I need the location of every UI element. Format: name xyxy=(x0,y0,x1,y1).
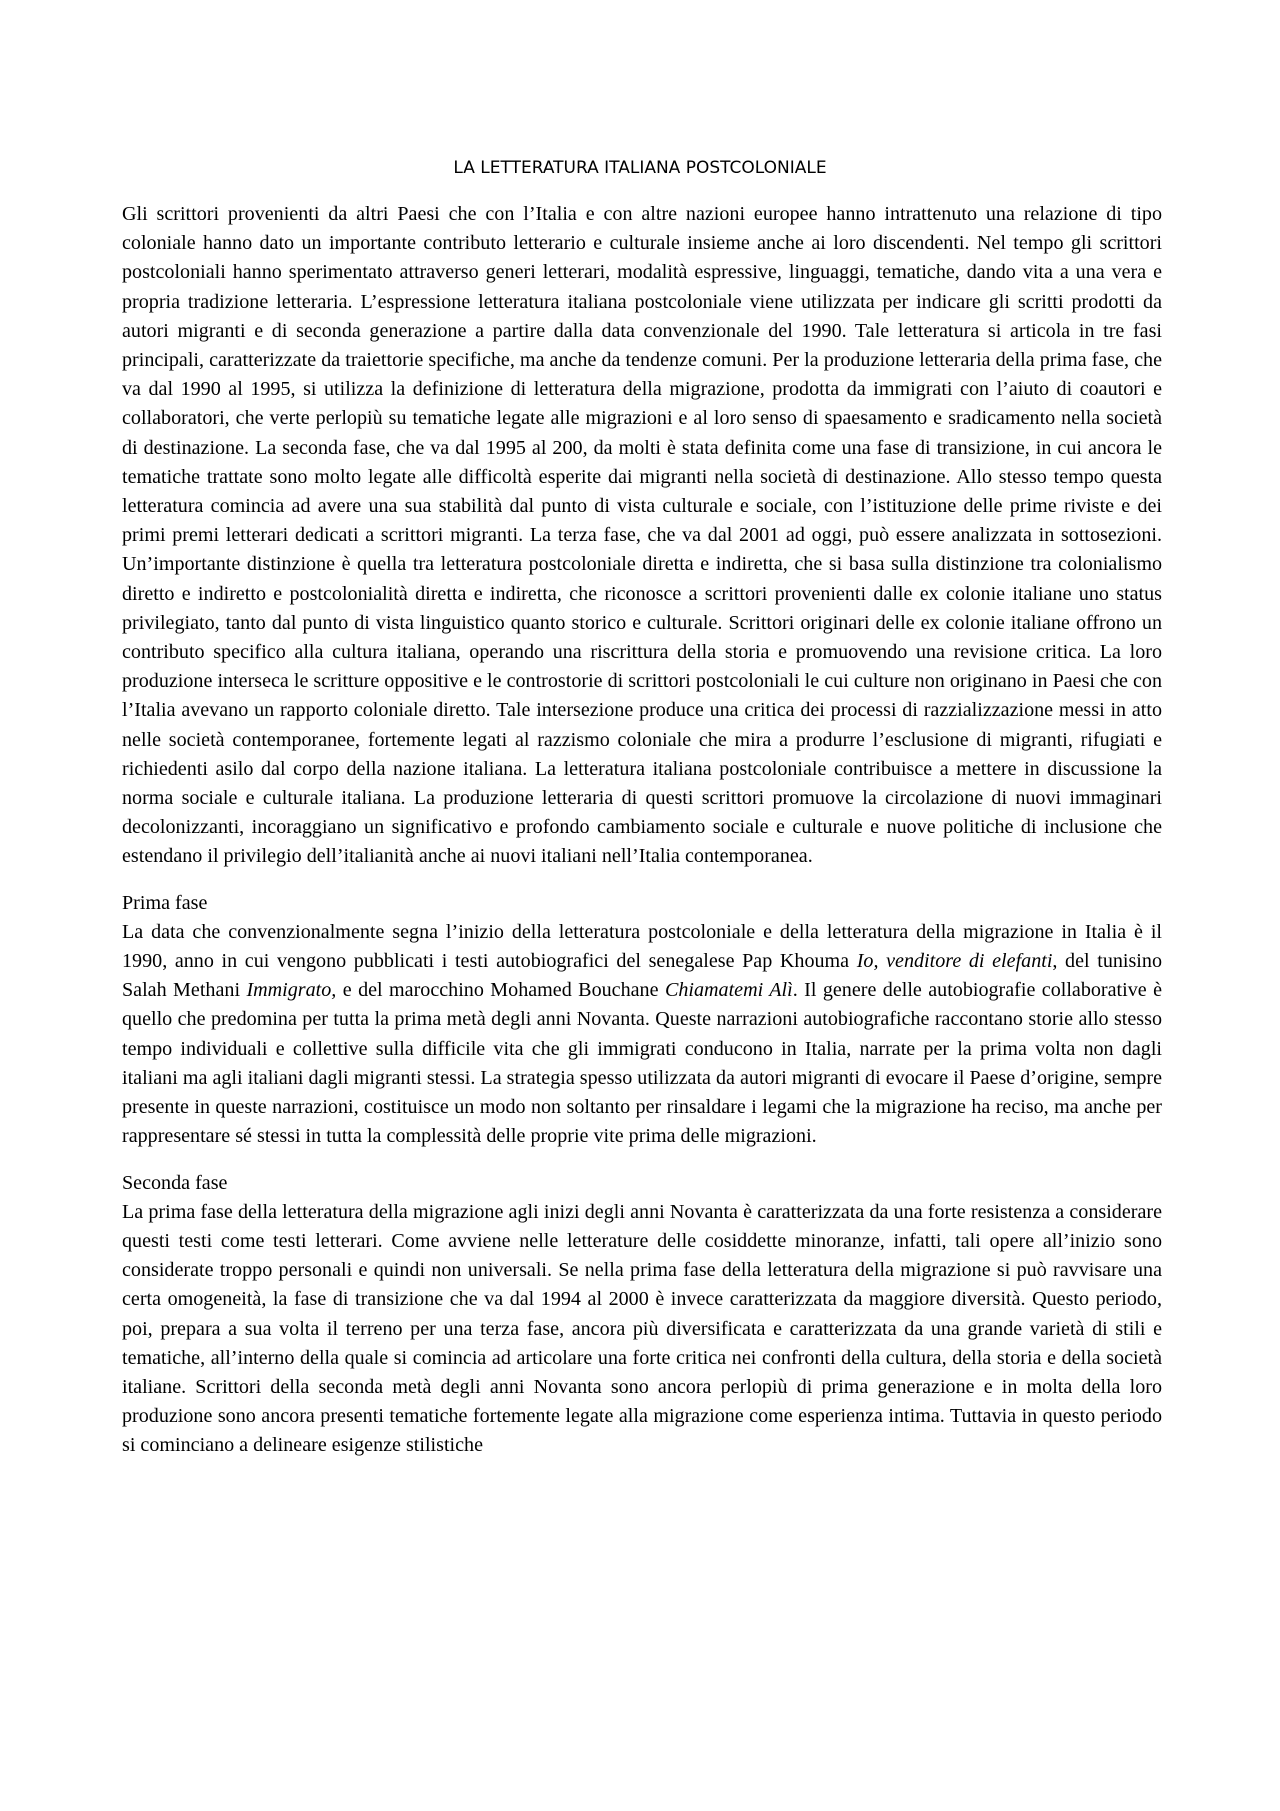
prima-fase-text-c: e del marocchino Mohamed Bouchane xyxy=(336,979,665,1002)
seconda-fase-text: La prima fase della letteratura della migrazione agli inizi degli anni Novanta è caratterizzata da una forte resistenza a considerare questi testi come testi letterari. Come avviene nelle letterature delle cosiddette minoranze, infatti, tali opere all’inizio sono considerate troppo personali e quindi non universali. Se nella prima fase della letteratura della migrazione si può ravvisare una certa omogeneità, la fase di transizione che va dal 1994 al 2000 è invece caratterizzata da maggiore diversità. Questo periodo, poi, prepara a sua volta il terreno per una terza fase, ancora più diversificata e caratterizzata da una grande varietà di stili e tematiche, all’interno della quale si comincia ad articolare una forte critica nei confronti della cultura, della storia e della società italiane. Scrittori della seconda metà degli anni Novanta sono ancora perlopiù di prima generazione e in molta della loro produzione sono ancora presenti tematiche fortemente legate alla migrazione come esperienza intima. Tuttavia in questo periodo si cominciano a delineare esigenze stilistiche xyxy=(122,1200,1162,1457)
prima-fase-text-a: La data che convenzionalmente segna l’inizio della letteratura postcoloniale e della letteratura della migrazione in Italia è il 1990, anno in cui vengono pubblicati i testi autobiografici del senegalese Pap Khouma xyxy=(122,920,1162,973)
prima-fase-text-b: , del tunisino Salah Methani xyxy=(122,950,1162,1002)
book-title-chiamatemi-ali: Chiamatemi Alì xyxy=(664,979,793,1002)
section-seconda-fase xyxy=(122,1169,1162,1461)
intro-paragraph: Gli scrittori provenienti da altri Paesi che con l’Italia e con altre nazioni europee hanno intrattenuto una relazione di tipo coloniale hanno dato un importante contributo letterario e culturale insieme anche ai loro discendenti. Nel tempo gli scrittori postcoloniali hanno sperimentato attraverso generi letterari, modalità espressive, linguaggi, tematiche, dando vita a una vera e propria tradizione letteraria. L’espressione letteratura italiana postcoloniale viene utilizzata per indicare gli scritti prodotti da autori migranti e di seconda generazione a partire dalla data convenzionale del 1990. Tale letteratura si articola in tre fasi principali, caratterizzate da traiettorie specifiche, ma anche da tendenze comuni. Per la produzione letteraria della prima fase, che va dal 1990 al 1995, si utilizza la definizione di letteratura della migrazione, prodotta da immigrati con l’aiuto di coautori e collaboratori, che verte perlopiù su tematiche legate alle migrazioni e al loro senso di spaesamento e sradicamento nella società di destinazione. La seconda fase, che va dal 1995 al 200, da molti è stata definita come una fase di transizione, in cui ancora le tematiche trattate sono molto legate alle difficoltà esperite dai migranti nella società di destinazione. Allo stesso tempo questa letteratura comincia ad avere una sua stabilità dal punto di vista culturale e sociale, con l’istituzione delle prime riviste e dei primi premi letterari dedicati a scrittori migranti. La terza fase, che va dal 2001 ad oggi, può essere analizzata in sottosezioni. Un’importante distinzione è quella tra letteratura postcoloniale diretta e indiretta, che si basa sulla distinzione tra colonialismo diretto e indiretto e postcolonialità diretta e indiretta, che riconosce a scrittori provenienti dalle ex colonie italiane uno status privilegiato, tanto dal punto di vista linguistico quanto storico e culturale. Scrittori originari delle ex colonie italiane offrono un contributo specifico alla cultura italiana, operando una riscrittura della storia e promuovendo una revisione critica. La loro produzione interseca le scritture oppositive e le controstorie di scrittori postcoloniali le cui culture non originano in Paesi che con l’Italia avevano un rapporto coloniale diretto. Tale intersezione produce una critica dei processi di razzializzazione messi in atto nelle società contemporanee, fortemente legati al razzismo coloniale che mira a produrre l’esclusione di migranti, rifugiati e richiedenti asilo dal corpo della nazione italiana. La letteratura italiana postcoloniale contribuisce a mettere in discussione la norma sociale e culturale italiana. La produzione letteraria di questi scrittori promuove la circolazione di nuovi immaginari decolonizzanti, incoraggiano un significativo e profondo cambiamento sociale e culturale e nuove politiche di inclusione che estendano il privilegio dell’italianità anche ai nuovi italiani nell’Italia contemporanea. xyxy=(122,203,1162,868)
section-heading-seconda-fase: Seconda fase xyxy=(122,1171,228,1194)
prima-fase-text-d: . Il genere delle autobiografie collaborative è quello che predomina per tutta la prima metà degli anni Novanta. Queste narrazioni autobiografiche raccontano storie allo stesso tempo individuali e collettive sulla difficile vita che gli immigrati conducono in Italia, narrate per la prima volta non dagli italiani ma agli italiani dagli migranti stessi. La strategia spesso utilizzata da autori migranti di evocare il Paese d’origine, sempre presente in queste narrazioni, costituisce un modo non soltanto per rinsaldare i legami che la migrazione ha reciso, ma anche per rappresentare sé stessi in tutta la complessità delle proprie vite prima delle migrazioni. xyxy=(122,979,1162,1148)
section-spacer xyxy=(122,872,1162,889)
book-title-io-venditore: Io, venditore di elefanti xyxy=(856,950,1053,973)
section-prima-fase xyxy=(122,889,1162,1152)
section-spacer xyxy=(122,1152,1162,1169)
document-title: LA LETTERATURA ITALIANA POSTCOLONIALE xyxy=(453,158,827,178)
document-body xyxy=(122,200,1162,1461)
section-heading-prima-fase: Prima fase xyxy=(122,891,208,914)
book-title-immigrato: Immigrato, xyxy=(246,979,337,1002)
